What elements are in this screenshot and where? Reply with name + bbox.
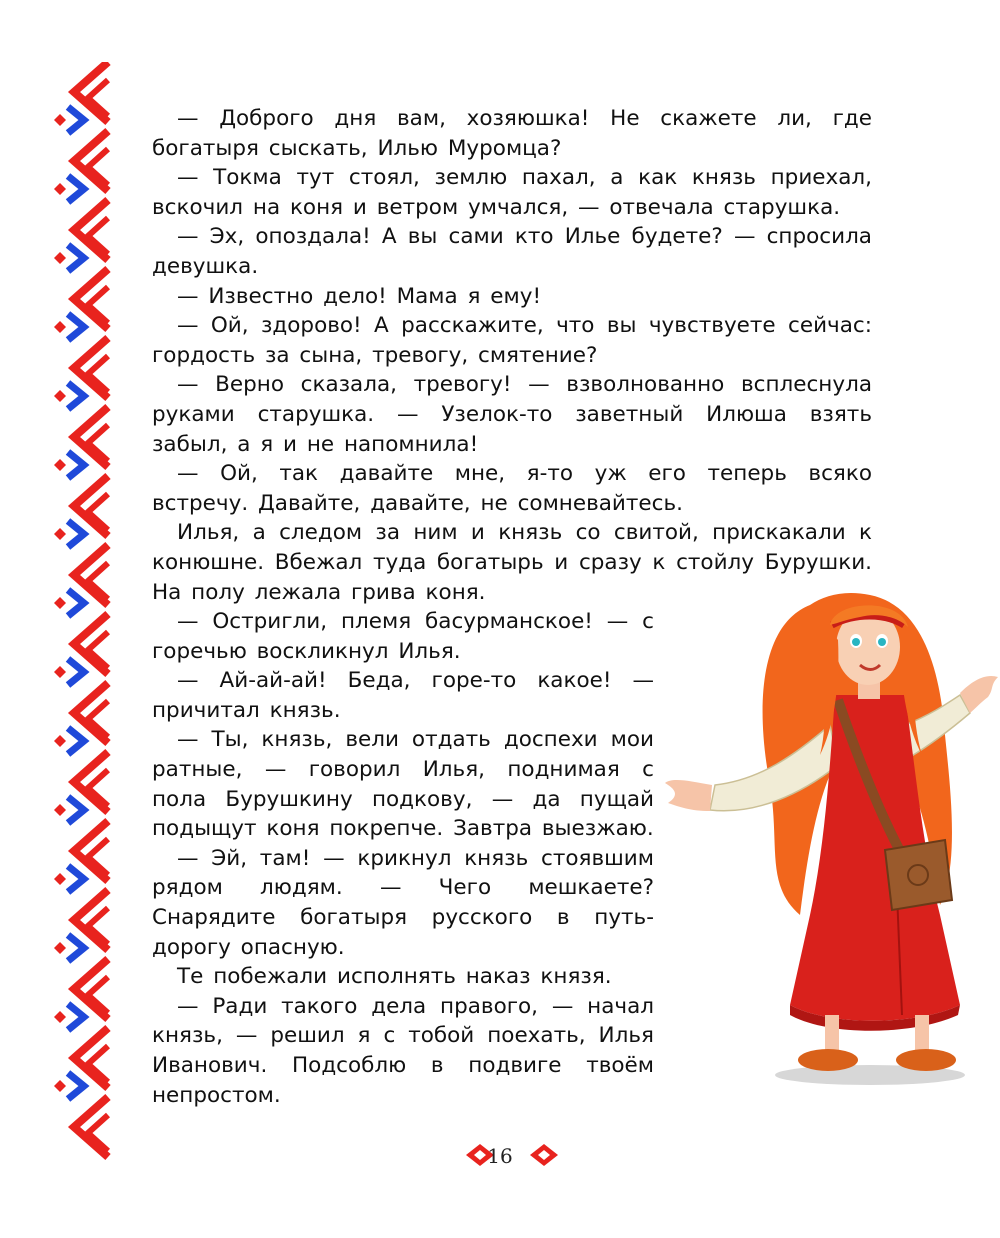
paragraph: — Эй, там! — крикнул князь стоявшим рядом людям. — Чего мешкаете? Снарядите богатыря русского в путь-дорогу опасную.	[152, 845, 654, 960]
paragraph: — Ты, князь, вели отдать доспехи мои ратные, — говорил Илья, поднимая с пола Бурушкину подкову, — да пущай подыщут коня покрепче. Завтра выезжаю.	[152, 727, 654, 842]
paragraph: — Доброго дня вам, хозяюшка! Не скажете ли, где богатыря сыскать, Илью Муромца?	[152, 106, 872, 161]
paragraph: — Ой, так давайте мне, я-то уж его теперь всяко встречу. Давайте, давайте, не сомневайтесь.	[152, 461, 872, 516]
paragraph: — Эх, опоздала! А вы сами кто Илье будете? — спросила девушка.	[152, 224, 872, 279]
diamond-ornament-icon	[528, 1142, 560, 1168]
paragraph: — Верно сказала, тревогу! — взволнованно всплеснула руками старушка. — Узелок-то заветный Илюша взять забыл, а я и не напомнила!	[152, 372, 872, 457]
paragraph: — Известно дело! Мама я ему!	[177, 283, 542, 309]
page-number: 16	[487, 1144, 513, 1168]
folk-ornament-border	[40, 62, 118, 1172]
paragraph: — Остригли, племя басурманское! — с горечью воскликнул Илья.	[152, 609, 654, 664]
paragraph: Те побежали исполнять наказ князя.	[177, 964, 612, 990]
paragraph: — Ай-ай-ай! Беда, горе-то какое! — причитал князь.	[152, 668, 654, 723]
paragraph: — Токма тут стоял, землю пахал, а как князь приехал, вскочил на коня и ветром умчался, — отвечала старушка.	[152, 165, 872, 220]
paragraph: — Ради такого дела правого, — начал князь, — решил я с тобой поехать, Илья Иванович. Подсоблю в подвиге твоём непростом.	[152, 993, 654, 1108]
paragraph: Илья, а следом за ним и князь со свитой, прискакали к конюшне. Вбежал туда богатырь и сразу к стойлу Бурушки. На полу лежала грива коня.	[152, 520, 872, 605]
girl-in-red-sarafan-illustration	[660, 585, 1000, 1095]
paragraph: — Ой, здорово! А расскажите, что вы чувствуете сейчас: гордость за сына, тревогу, смятение?	[152, 313, 872, 368]
page-footer	[0, 1138, 1000, 1172]
